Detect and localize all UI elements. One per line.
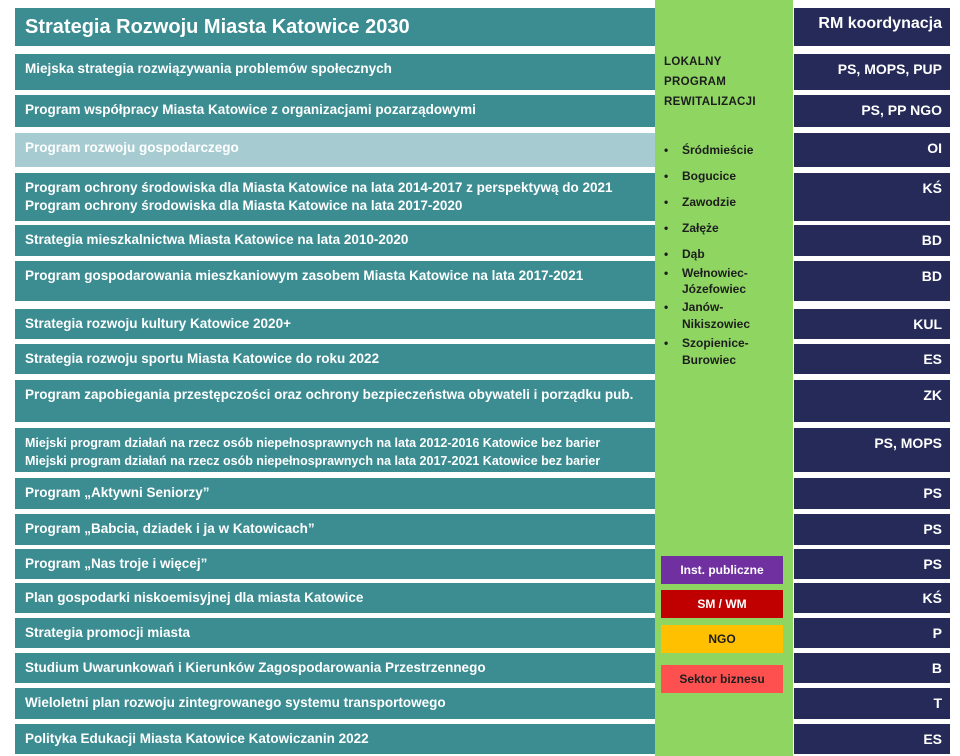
program-name: Miejski program działań na rzecz osób niepełnosprawnych na lata 2012-2016 Katowice bez barier (25, 436, 601, 450)
program-row (15, 225, 655, 256)
program-name: Program zapobiegania przestępczości oraz ochrony bezpieczeństwa obywateli i porządku pub. (25, 387, 634, 402)
district-item: • Dąb (664, 247, 792, 261)
program-name: Strategia mieszkalnictwa Miasta Katowice na lata 2010-2020 (25, 232, 409, 247)
program-name: Program „Nas troje i więcej” (25, 556, 208, 571)
program-name: Polityka Edukacji Miasta Katowice Katowiczanin 2022 (25, 731, 369, 746)
responsible-unit (794, 309, 950, 339)
program-row (15, 478, 655, 509)
program-row (15, 309, 655, 339)
program-row (15, 549, 655, 579)
program-name: Miejska strategia rozwiązywania problemów społecznych (25, 61, 392, 76)
responsible-unit (794, 380, 950, 422)
responsible-label: KUL (913, 316, 942, 332)
program-row (15, 380, 655, 422)
program-name: Program „Aktywni Seniorzy” (25, 485, 210, 500)
program-row (15, 173, 655, 221)
program-name: Program współpracy Miasta Katowice z organizacjami pozarządowymi (25, 102, 476, 117)
responsible-unit (794, 653, 950, 683)
responsible-unit (794, 95, 950, 127)
responsible-label: ES (923, 351, 942, 367)
responsible-unit (794, 549, 950, 579)
program-name: Program ochrony środowiska dla Miasta Katowice na lata 2017-2020 (25, 198, 463, 213)
responsible-label: BD (921, 268, 942, 284)
responsible-unit (794, 514, 950, 545)
program-row (15, 724, 655, 754)
responsible-label: PS (923, 485, 942, 501)
responsible-label: KŚ (922, 180, 942, 196)
program-name: Program „Babcia, dziadek i ja w Katowicach” (25, 521, 315, 536)
responsible-label: P (932, 625, 942, 641)
responsible-label: B (931, 660, 942, 676)
page-title: Strategia Rozwoju Miasta Katowice 2030 (25, 16, 410, 38)
program-name: Plan gospodarki niskoemisyjnej dla miasta Katowice (25, 590, 364, 605)
responsible-unit (794, 54, 950, 90)
program-name: Wieloletni plan rozwoju zintegrowanego systemu transportowego (25, 695, 446, 710)
program-row (15, 133, 655, 167)
responsible-unit (794, 618, 950, 648)
program-name: Program gospodarowania mieszkaniowym zasobem Miasta Katowice na lata 2017-2021 (25, 268, 584, 283)
district-item: • Bogucice (664, 169, 792, 183)
program-name: Program ochrony środowiska dla Miasta Katowice na lata 2014-2017 z perspektywą do 2021 (25, 180, 613, 195)
program-row (15, 688, 655, 719)
responsible-label: PS, MOPS (874, 435, 942, 451)
district-item: • Załęże (664, 221, 792, 235)
revitalization-heading: LOKALNY PROGRAM REWITALIZACJI (664, 56, 756, 108)
program-row (15, 583, 655, 613)
district-list (664, 143, 792, 369)
legend-sm-wm: SM / WM (661, 590, 783, 618)
legend-public-institutions: Inst. publiczne (661, 556, 783, 584)
responsible-label: KŚ (922, 590, 942, 606)
legend-ngo: NGO (661, 625, 783, 653)
program-name: Miejski program działań na rzecz osób niepełnosprawnych na lata 2017-2021 Katowice bez barier (25, 454, 601, 468)
responsible-label: PS (923, 556, 942, 572)
responsible-label: PS, PP NGO (861, 102, 942, 118)
district-item: • Śródmieście (664, 143, 792, 157)
district-item: • Wełnowiec-Józefowiec (664, 265, 760, 297)
program-name: Strategia rozwoju sportu Miasta Katowice do roku 2022 (25, 351, 380, 366)
responsible-label: PS (923, 521, 942, 537)
program-row (15, 618, 655, 648)
responsible-unit (794, 133, 950, 167)
responsible-unit (794, 173, 950, 221)
program-name: Strategia promocji miasta (25, 625, 191, 640)
program-name: Studium Uwarunkowań i Kierunków Zagospodarowania Przestrzennego (25, 660, 486, 675)
responsible-label: ZK (923, 387, 942, 403)
program-row (15, 261, 655, 301)
legend-business-sector: Sektor biznesu (661, 665, 783, 693)
responsible-unit (794, 724, 950, 754)
responsible-unit (794, 478, 950, 509)
program-row (15, 95, 655, 127)
program-row (15, 344, 655, 374)
program-row (15, 54, 655, 90)
district-item: • Szopienice-Burowiec (664, 335, 760, 369)
responsible-label: ES (923, 731, 942, 747)
responsible-unit (794, 583, 950, 613)
responsible-unit (794, 225, 950, 256)
responsible-unit (794, 344, 950, 374)
program-name: Program rozwoju gospodarczego (25, 140, 239, 155)
district-item: • Zawodzie (664, 195, 792, 209)
responsible-label: T (933, 695, 942, 711)
responsible-label: PS, MOPS, PUP (837, 61, 942, 77)
program-row (15, 653, 655, 683)
program-row (15, 514, 655, 545)
responsible-unit (794, 428, 950, 472)
program-row (15, 428, 655, 472)
responsible-unit (794, 261, 950, 301)
coordination-header-label: RM koordynacja (818, 15, 942, 32)
coordination-header (794, 8, 950, 46)
title-bar (15, 8, 655, 46)
program-name: Strategia rozwoju kultury Katowice 2020+ (25, 316, 291, 331)
responsible-label: BD (921, 232, 942, 248)
responsible-label: OI (927, 140, 942, 156)
responsible-unit (794, 688, 950, 719)
district-item: • Janów-Nikiszowiec (664, 299, 760, 333)
